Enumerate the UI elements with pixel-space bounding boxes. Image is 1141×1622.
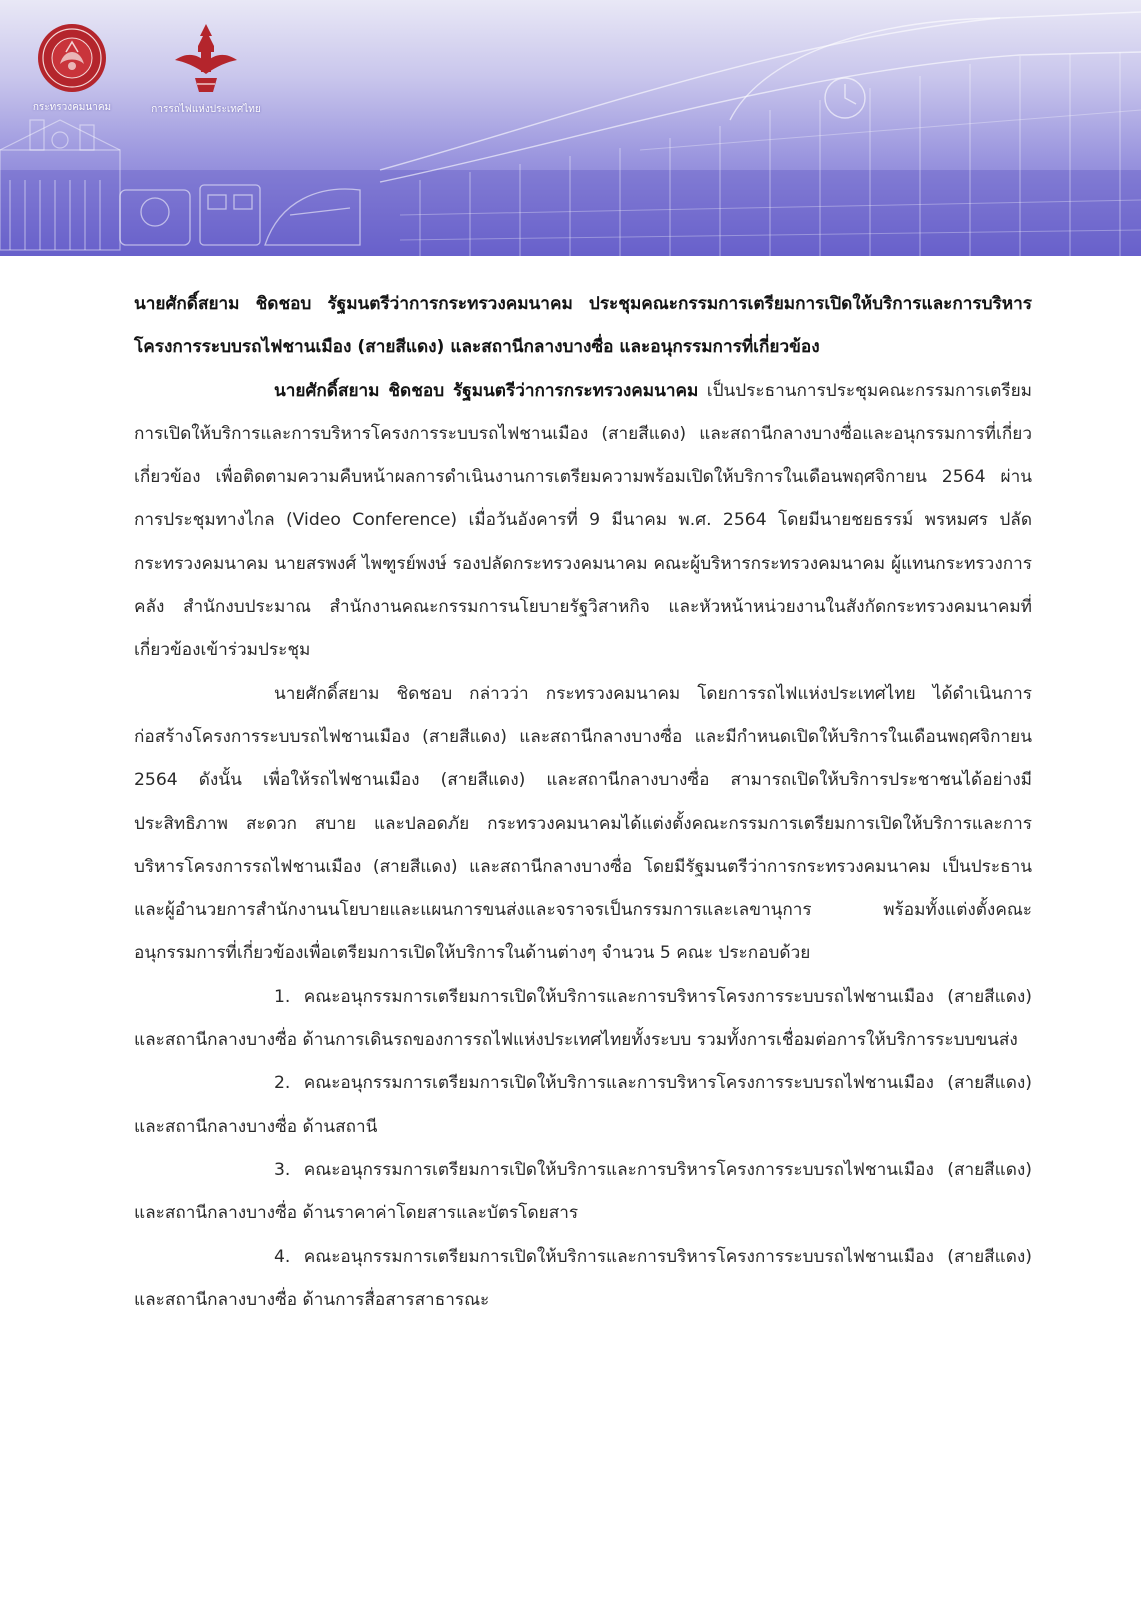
list-item: 3. คณะอนุกรรมการเตรียมการเปิดให้บริการและการบริหารโครงการระบบรถไฟชานเมือง (สายสีแดง) และสถานีกลางบางซื่อ ด้านราคาค่าโดยสารและบัตรโดยสาร (134, 1159, 1032, 1224)
railway-logo (146, 22, 266, 117)
railway-emblem-icon (171, 22, 241, 96)
list-item: 2. คณะอนุกรรมการเตรียมการเปิดให้บริการและการบริหารโครงการระบบรถไฟชานเมือง (สายสีแดง) และสถานีกลางบางซื่อ ด้านสถานี (134, 1073, 1032, 1137)
paragraph-intro-text: เป็นประธานการประชุมคณะกรรมการเตรียมการเปิดให้บริการและการบริหารโครงการระบบรถไฟชานเมือง (สายสีแดง) และสถานีกลางบางซื่อและอนุกรรมการที่เกี่ยวเกี่ยวข้อง เพื่อติดตามความคืบหน้าผลการดำเนินงานการเตรียมความพร้อมเปิดให้บริการในเดือนพฤศจิกายน 2564 ผ่านการประชุมทางไกล (Video Conference) เมื่อวันอังคารที่ 9 มีนาคม พ.ศ. 2564 โดยมีนายชยธรรม์ พรหมศร ปลัดกระทรวงคมนาคม นายสรพงศ์ ไพฑูรย์พงษ์ รองปลัดกระทรวงคมนาคม คณะผู้บริหารกระทรวงคมนาคม ผู้แทนกระทรวงการคลัง สำนักงบประมาณ สำนักงานคณะกรรมการนโยบายรัฐวิสาหกิจ และหัวหน้าหน่วยงานในสังกัดกระทรวงคมนาคมที่เกี่ยวข้องเข้าร่วมประชุม (134, 380, 1032, 661)
paragraph-intro (134, 370, 1032, 673)
list-item: 1. คณะอนุกรรมการเตรียมการเปิดให้บริการและการบริหารโครงการระบบรถไฟชานเมือง (สายสีแดง) และสถานีกลางบางซื่อ ด้านการเดินรถของการรถไฟแห่งประเทศไทยทั้งระบบ รวมทั้งการเชื่อมต่อการให้บริการระบบขนส่ง (134, 986, 1032, 1051)
header-banner (0, 0, 1141, 256)
ministry-logo (22, 22, 122, 115)
paragraph-statement: นายศักดิ์สยาม ชิดชอบ กล่าวว่า กระทรวงคมนาคม โดยการรถไฟแห่งประเทศไทย ได้ดำเนินการก่อสร้างโครงการระบบรถไฟชานเมือง (สายสีแดง) และสถานีกลางบางซื่อ และมีกำหนดเปิดให้บริการในเดือนพฤศจิกายน 2564 ดังนั้น เพื่อให้รถไฟชานเมือง (สายสีแดง) และสถานีกลางบางซื่อ สามารถเปิดให้บริการประชาชนได้อย่างมีประสิทธิภาพ สะดวก สบาย และปลอดภัย กระทรวงคมนาคมได้แต่งตั้งคณะกรรมการเตรียมการเปิดให้บริการและการบริหารโครงการรถไฟชานเมือง (สายสีแดง) และสถานีกลางบางซื่อ โดยมีรัฐมนตรีว่าการกระทรวงคมนาคม เป็นประธาน และผู้อำนวยการสำนักงานนโยบายและแผนการขนส่งและจราจรเป็นกรรมการและเลขานุการ พร้อมทั้งแต่งตั้งคณะอนุกรรมการที่เกี่ยวข้องเพื่อเตรียมการเปิดให้บริการในด้านต่างๆ จำนวน 5 คณะ ประกอบด้วย (134, 683, 1032, 964)
article-body (134, 283, 1032, 1322)
article-headline: นายศักดิ์สยาม ชิดชอบ รัฐมนตรีว่าการกระทรวงคมนาคม ประชุมคณะกรรมการเตรียมการเปิดให้บริการและการบริหารโครงการระบบรถไฟชานเมือง (สายสีแดง) และสถานีกลางบางซื่อ และอนุกรรมการที่เกี่ยวข้อง (134, 294, 1032, 358)
list-item: 4. คณะอนุกรรมการเตรียมการเปิดให้บริการและการบริหารโครงการระบบรถไฟชานเมือง (สายสีแดง) และสถานีกลางบางซื่อ ด้านการสื่อสารสาธารณะ (134, 1246, 1032, 1310)
railway-caption: การรถไฟแห่งประเทศไทย (151, 104, 261, 115)
ministry-caption: กระทรวงคมนาคม (32, 102, 112, 113)
paragraph-intro-lead: นายศักดิ์สยาม ชิดชอบ รัฐมนตรีว่าการกระทรวงคมนาคม (274, 380, 699, 401)
ministry-seal-icon (36, 22, 108, 94)
